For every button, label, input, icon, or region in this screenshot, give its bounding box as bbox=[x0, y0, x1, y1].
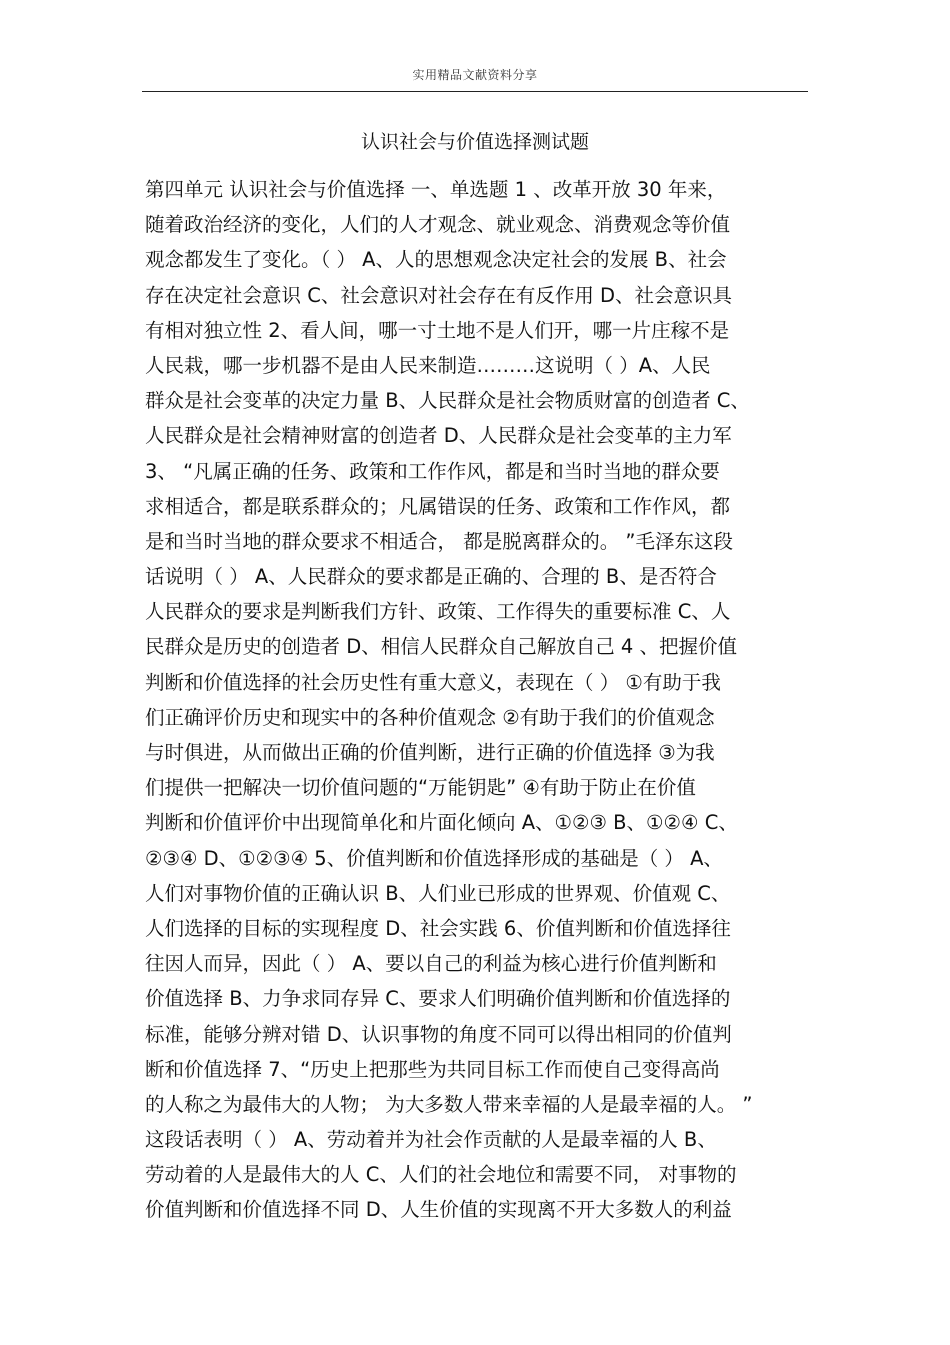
body-line: 价值判断和价值选择不同 D、人生价值的实现离不开大多数人的利益 bbox=[145, 1198, 732, 1222]
body-line: 有相对独立性 2、看人间，哪一寸土地不是人们开，哪一片庄稼不是 bbox=[145, 318, 730, 342]
body-line: 们提供一把解决一切价值问题的“万能钥匙” ④有助于防止在价值 bbox=[145, 776, 696, 800]
body-line: 话说明（ ） A、人民群众的要求都是正确的、合理的 B、是否符合 bbox=[145, 565, 717, 589]
body-line: 是和当时当地的群众要求不相适合， 都是脱离群众的。 ”毛泽东这段 bbox=[145, 529, 733, 553]
body-line: 这段话表明（ ） A、劳动着并为社会作贡献的人是最幸福的人 B、 bbox=[145, 1128, 717, 1152]
body-line: 群众是社会变革的决定力量 B、人民群众是社会物质财富的创造者 C、 bbox=[145, 389, 750, 413]
body-line: 人民群众的要求是判断我们方针、政策、工作得失的重要标准 C、人 bbox=[145, 600, 731, 624]
body-line: 3、 “凡属正确的任务、政策和工作作风，都是和当时当地的群众要 bbox=[145, 459, 720, 483]
body-line: 与时俱进，从而做出正确的价值判断，进行正确的价值选择 ③为我 bbox=[145, 741, 715, 764]
body-line: 人们对事物价值的正确认识 B、人们业已形成的世界观、价值观 C、 bbox=[145, 881, 731, 905]
running-header: 实用精品文献资料分享 bbox=[412, 68, 538, 82]
header-divider bbox=[142, 91, 808, 92]
body-line: 标准，能够分辨对错 D、认识事物的角度不同可以得出相同的价值判 bbox=[145, 1022, 732, 1046]
body-line: 观念都发生了变化。（ ） A、人的思想观念决定社会的发展 B、社会 bbox=[145, 248, 727, 272]
body-line: ②③④ D、①②③④ 5、价值判断和价值选择形成的基础是（ ） A、 bbox=[145, 846, 723, 870]
body-line: 判断和价值评价中出现简单化和片面化倾向 A、①②③ B、①②④ C、 bbox=[145, 811, 738, 835]
body-line: 判断和价值选择的社会历史性有重大意义，表现在（ ） ①有助于我 bbox=[145, 670, 721, 694]
body-line: 求相适合，都是联系群众的；凡属错误的任务、政策和工作作风，都 bbox=[145, 494, 731, 518]
document-title: 认识社会与价值选择测试题 bbox=[360, 131, 589, 153]
body-line: 存在决定社会意识 C、社会意识对社会存在有反作用 D、社会意识具 bbox=[145, 283, 733, 307]
body-line: 人民栽，哪一步机器不是由人民来制造………这说明（ ）A、人民 bbox=[145, 353, 711, 377]
body-line: 人民群众是社会精神财富的创造者 D、人民群众是社会变革的主力军 bbox=[145, 424, 732, 448]
body-line: 的人称之为最伟大的人物； 为大多数人带来幸福的人是最幸福的人。 ” bbox=[145, 1092, 753, 1116]
body-line: 随着政治经济的变化，人们的人才观念、就业观念、消费观念等价值 bbox=[145, 213, 731, 237]
document-body bbox=[145, 172, 815, 1228]
body-line: 往因人而异，因此（ ） A、要以自己的利益为核心进行价值判断和 bbox=[145, 952, 717, 976]
body-line: 劳动着的人是最伟大的人 C、人们的社会地位和需要不同， 对事物的 bbox=[145, 1163, 737, 1187]
body-line: 价值选择 B、力争求同存异 C、要求人们明确价值判断和价值选择的 bbox=[145, 987, 731, 1011]
body-line: 人们选择的目标的实现程度 D、社会实践 6、价值判断和价值选择往 bbox=[145, 916, 731, 940]
body-line: 断和价值选择 7、“历史上把那些为共同目标工作而使自己变得高尚 bbox=[145, 1057, 720, 1081]
body-line: 们正确评价历史和现实中的各种价值观念 ②有助于我们的价值观念 bbox=[145, 705, 715, 729]
body-line: 民群众是历史的创造者 D、相信人民群众自己解放自己 4 、把握价值 bbox=[145, 635, 738, 659]
body-line: 第四单元 认识社会与价值选择 一、单选题 1 、改革开放 30 年来， bbox=[145, 178, 727, 201]
